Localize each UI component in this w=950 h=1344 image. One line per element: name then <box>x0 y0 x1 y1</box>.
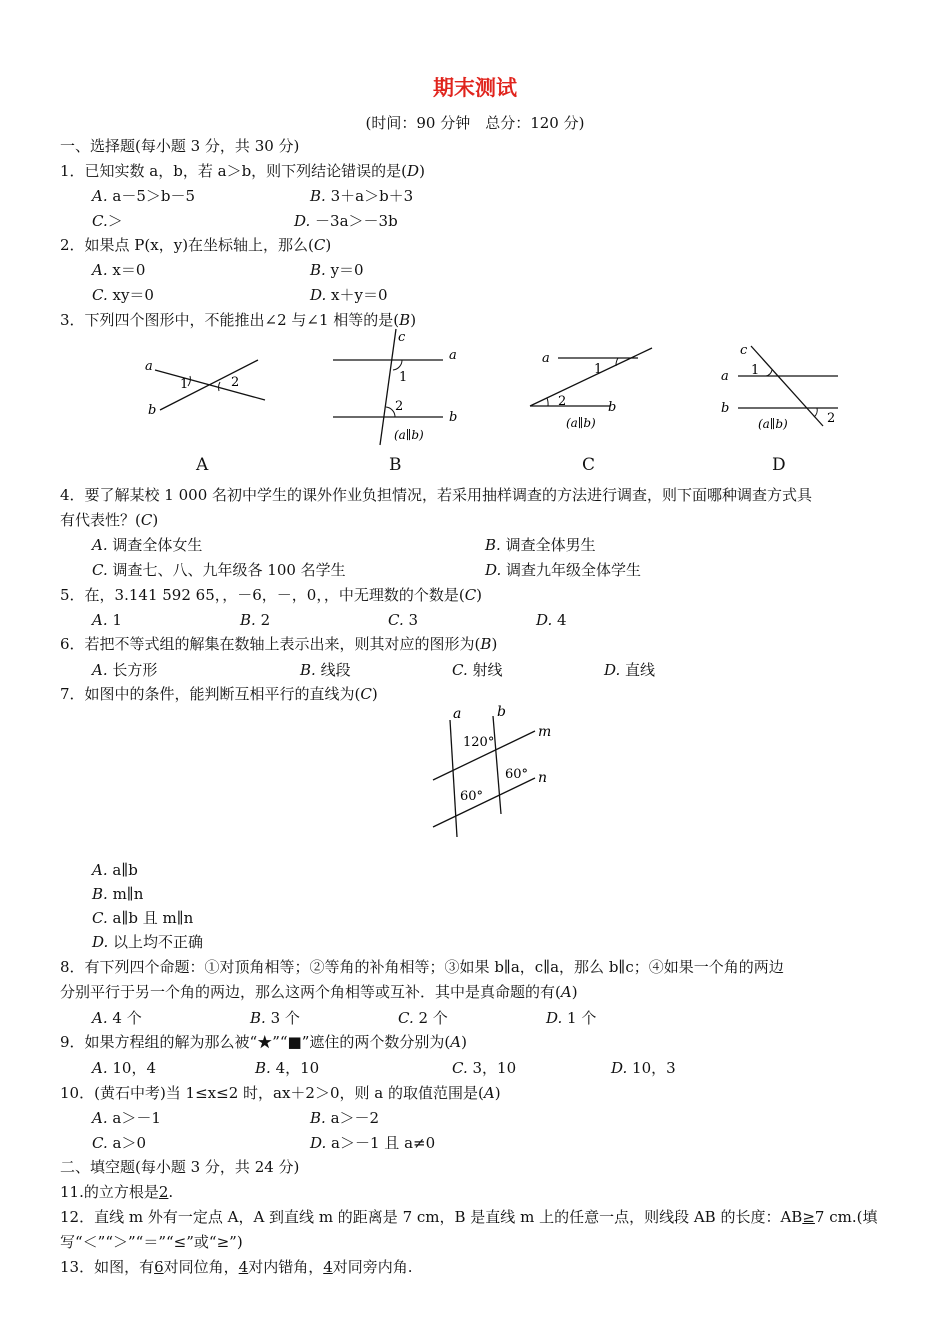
question-12-cont: 写“＜”“＞”“＝”“≤”或“≥”) <box>60 1233 243 1251</box>
question-8-stem-cont: 分别平行于另一个角的两边，那么这两个角相等或互补．其中是真命题的有(A) <box>60 983 578 1001</box>
svg-text:a: a <box>453 706 462 722</box>
question-7-stem: 7．如图中的条件，能判断互相平行的直线为(C) <box>60 685 378 703</box>
figure-a-label: A <box>196 455 209 475</box>
option-b: B. y＝0 <box>310 261 364 279</box>
option-c: C. a∥b 且 m∥n <box>92 909 194 927</box>
answer: D <box>407 162 420 180</box>
option-d: D. 调查九年级全体学生 <box>485 561 642 579</box>
answer: 4 <box>323 1258 333 1276</box>
option-a: A. 4 个 <box>92 1009 142 1027</box>
svg-text:a: a <box>542 351 550 366</box>
option-b: B. 4，10 <box>255 1059 320 1077</box>
option-b: B. 2 <box>240 611 271 629</box>
option-a: A. 1 <box>92 611 122 629</box>
option-c: C.＞ <box>92 212 123 230</box>
figure-b-label: B <box>389 455 402 475</box>
option-b: B. a＞－2 <box>310 1109 380 1127</box>
answer: 2 <box>158 1183 169 1201</box>
answer: B <box>480 635 492 653</box>
answer: A <box>450 1033 462 1051</box>
svg-text:1: 1 <box>751 363 760 378</box>
option-b: B. 线段 <box>300 661 351 679</box>
answer: ≥ <box>802 1208 815 1226</box>
option-d: D. 4 <box>536 611 567 629</box>
option-c: C. 调查七、八、九年级各 100 名学生 <box>92 561 346 579</box>
page-title: 期末测试 <box>433 76 517 100</box>
option-a: A. 长方形 <box>92 661 158 679</box>
question-6-stem: 6．若把不等式组的解集在数轴上表示出来，则其对应的图形为(B) <box>60 635 498 653</box>
figure-b <box>328 327 468 447</box>
figure-a <box>140 352 275 422</box>
figure-d <box>718 338 848 438</box>
answer: A <box>560 983 572 1001</box>
svg-text:b: b <box>721 401 730 416</box>
option-b: B. 调查全体男生 <box>485 536 596 554</box>
question-8-stem: 8．有下列四个命题：①对顶角相等；②等角的补角相等；③如果 b∥a，c∥a，那么 b∥c；④如果一个角的两边 <box>60 958 784 976</box>
svg-text:120°: 120° <box>463 735 495 750</box>
section-heading-fill: 二、填空题(每小题 3 分，共 24 分) <box>60 1158 300 1176</box>
answer: 4 <box>238 1258 249 1276</box>
option-c: C. xy＝0 <box>92 286 154 304</box>
option-a: A. a＞－1 <box>92 1109 161 1127</box>
option-d: D. 直线 <box>604 661 656 679</box>
option-d: D. －3a＞－3b <box>294 212 398 230</box>
option-d: D. a＞－1 且 a≠0 <box>310 1134 436 1152</box>
svg-text:(a∥b): (a∥b) <box>566 416 596 430</box>
option-c: C. 射线 <box>452 661 503 679</box>
svg-text:60°: 60° <box>505 767 529 782</box>
svg-text:b: b <box>608 400 617 415</box>
option-b: B. 3 个 <box>250 1009 300 1027</box>
question-4-stem-cont: 有代表性？(C) <box>60 511 159 529</box>
answer: C <box>313 236 326 254</box>
svg-text:m: m <box>538 724 552 740</box>
figure-d-label: D <box>772 455 786 475</box>
answer: C <box>140 511 153 529</box>
option-d: D. 1 个 <box>546 1009 597 1027</box>
answer: 6 <box>154 1258 164 1276</box>
svg-text:b: b <box>449 410 458 425</box>
svg-text:a: a <box>145 359 153 374</box>
answer: B <box>399 311 411 329</box>
answer: C <box>464 586 477 604</box>
answer: C <box>360 685 372 703</box>
exam-info: (时间：90 分钟 总分：120 分) <box>365 114 585 132</box>
question-9-stem: 9．如果方程组的解为那么被“★”“■”遮住的两个数分别为(A) <box>60 1033 467 1051</box>
question-13: 13．如图，有6对同位角，4对内错角，4对同旁内角. <box>60 1258 413 1276</box>
answer: A <box>483 1084 495 1102</box>
svg-text:a: a <box>449 348 457 363</box>
section-heading-choice: 一、选择题(每小题 3 分，共 30 分) <box>60 137 300 155</box>
figure-c-label: C <box>582 455 596 475</box>
option-b: B. 3＋a＞b＋3 <box>310 187 414 205</box>
question-11: 11.的立方根是2. <box>60 1183 174 1201</box>
svg-text:2: 2 <box>395 399 404 414</box>
svg-text:1: 1 <box>594 362 603 377</box>
option-a: A. a－5＞b－5 <box>92 187 196 205</box>
svg-text:2: 2 <box>231 375 240 390</box>
option-c: C. 3，10 <box>452 1059 517 1077</box>
svg-text:(a∥b): (a∥b) <box>758 417 788 431</box>
figure-q7 <box>425 702 565 842</box>
svg-text:60°: 60° <box>460 789 484 804</box>
option-c: C. 2 个 <box>398 1009 448 1027</box>
option-c: C. 3 <box>388 611 419 629</box>
svg-text:n: n <box>538 770 548 786</box>
svg-text:1: 1 <box>180 377 189 392</box>
svg-text:a: a <box>721 369 729 384</box>
question-3-stem: 3．下列四个图形中，不能推出∠2 与∠1 相等的是(B) <box>60 311 417 329</box>
question-4-stem: 4．要了解某校 1 000 名初中学生的课外作业负担情况，若采用抽样调查的方法进行调查，则下面哪种调查方式具 <box>60 486 813 504</box>
option-b: B. m∥n <box>92 885 144 903</box>
svg-text:b: b <box>497 704 506 720</box>
question-2-stem: 2．如果点 P(x，y)在坐标轴上，那么(C) <box>60 236 332 254</box>
question-1-stem: 1．已知实数 a，b，若 a＞b，则下列结论错误的是(D) <box>60 162 425 180</box>
option-a: A. a∥b <box>92 861 138 879</box>
option-a: A. 10，4 <box>92 1059 157 1077</box>
svg-text:(a∥b): (a∥b) <box>394 428 424 442</box>
option-d: D. x＋y＝0 <box>310 286 388 304</box>
svg-text:c: c <box>740 343 748 358</box>
option-c: C. a＞0 <box>92 1134 146 1152</box>
svg-text:2: 2 <box>827 411 836 426</box>
option-a: A. 调查全体女生 <box>92 536 203 554</box>
question-12: 12．直线 m 外有一定点 A，A 到直线 m 的距离是 7 cm，B 是直线 m 上的任意一点，则线段 AB 的长度：AB≥7 cm.(填 <box>60 1208 878 1226</box>
option-a: A. x＝0 <box>92 261 146 279</box>
svg-text:1: 1 <box>399 370 408 385</box>
figure-c <box>530 343 660 438</box>
svg-text:b: b <box>148 403 157 418</box>
option-d: D. 10，3 <box>611 1059 676 1077</box>
svg-text:2: 2 <box>558 394 567 409</box>
question-10-stem: 10．(黄石中考)当 1≤x≤2 时，ax＋2＞0，则 a 的取值范围是(A) <box>60 1084 501 1102</box>
option-d: D. 以上均不正确 <box>92 933 204 951</box>
svg-text:c: c <box>398 330 406 345</box>
question-5-stem: 5．在，3.141 592 65，，－6，－，0，，中无理数的个数是(C) <box>60 586 483 604</box>
